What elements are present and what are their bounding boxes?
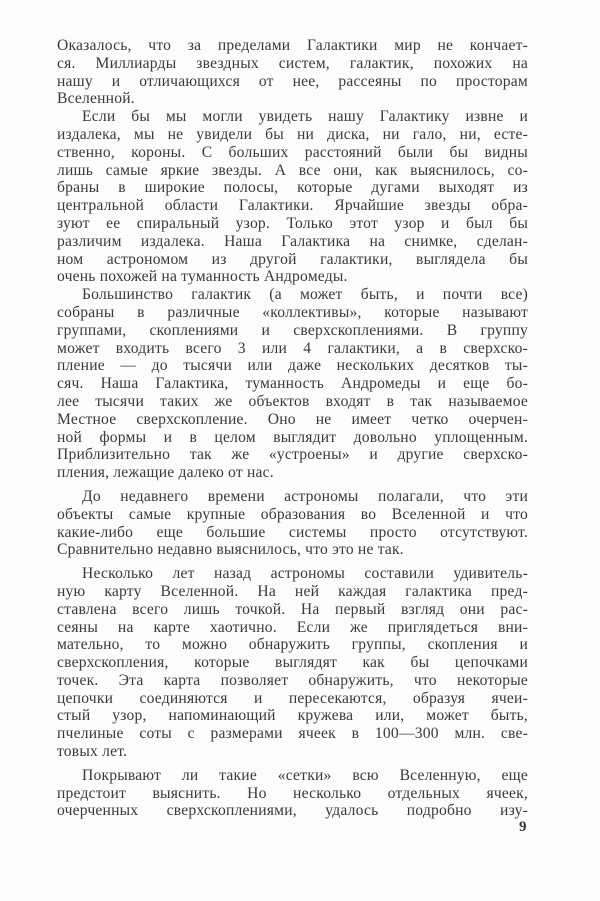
text-line: сяч. Наша Галактика, туманность Андромеды и еще бо- [57, 375, 528, 393]
text-line: Покрывают ли такие «сетки» всю Вселенную, еще [82, 766, 528, 784]
text-line: пчелиные соты с размерами ячеек в 100—300 млн. све- [57, 725, 528, 743]
paragraph [57, 767, 528, 820]
text-line: ной формы и в целом выглядит довольно уплощенным. [57, 428, 528, 446]
text-line: очень похожей на туманность Андромеды. [57, 268, 348, 286]
text-line: Оказалось, что за пределами Галактики мир не кончает- [57, 37, 528, 54]
text-line: мательно, то можно обнаружить группы, скопления и [57, 636, 528, 654]
text-line: сеяны на карте хаотично. Если же приглядеться вни- [57, 618, 528, 636]
paragraph [57, 565, 528, 761]
page-number: 9 [519, 819, 527, 835]
text-line: точек. Эта карта позволяет обнаружить, что некоторые [57, 671, 528, 689]
text-line: ся. Миллиарды звездных систем, галактик, похожих на [57, 54, 528, 72]
paragraph [57, 286, 528, 482]
text-line: ставлена всего лишь точкой. На первый взгляд они рас- [57, 600, 528, 618]
text-line: Если бы мы могли увидеть нашу Галактику извне и [82, 108, 528, 126]
text-line: Местное сверхскопление. Оно не имеет четко очерчен- [57, 410, 528, 428]
text-line: Сравнительно недавно выяснилось, что это не так. [57, 541, 404, 559]
text-line: браны в широкие полосы, которые дугами выходят из [57, 179, 528, 197]
text-line: Приблизительно так же «устроены» и другие сверхско- [57, 446, 528, 464]
text-line: какие-либо еще большие системы просто отсутствуют. [57, 523, 528, 541]
text-line: зуют ее спиральный узор. Только этот узор и был бы [57, 214, 528, 232]
paragraph [57, 108, 528, 286]
text-line: Несколько лет назад астрономы составили удивитель- [82, 565, 528, 583]
text-line: нашу и отличающихся от нее, рассеяны по просторам [57, 72, 528, 90]
text-line: очерченных сверхскоплениями, удалось подробно изу- [57, 802, 528, 820]
book-page-text [57, 37, 528, 820]
text-line: цепочки соединяются и пересекаются, образуя ячеи- [57, 689, 528, 707]
text-line: До недавнего времени астрономы полагали, что эти [82, 487, 528, 505]
text-line: издалека, мы не увидели бы ни диска, ни гало, ни, есте- [57, 125, 528, 143]
text-line: пление — до тысячи или даже нескольких десятков ты- [57, 357, 528, 375]
text-line: ном астрономом из другой галактики, выглядела бы [57, 250, 528, 268]
text-line: группами, скоплениями и сверхскоплениями. В группу [57, 321, 528, 339]
text-line: ственно, короны. С больших расстояний были бы видны [57, 143, 528, 161]
text-line: центральной области Галактики. Ярчайшие звезды обра- [57, 197, 528, 215]
text-line: пления, лежащие далеко от нас. [57, 464, 274, 482]
text-line: Вселенной. [57, 90, 135, 108]
text-line: товых лет. [57, 743, 128, 761]
text-line: предстоит выяснить. Но несколько отдельных ячеек, [57, 784, 528, 802]
text-line: ную карту Вселенной. На ней каждая галактика пред- [57, 582, 528, 600]
paragraph [57, 37, 528, 108]
text-line: может входить всего 3 или 4 галактики, а в сверхско- [57, 339, 528, 357]
text-line: лишь самые яркие звезды. А все они, как выяснилось, со- [57, 161, 528, 179]
text-line: собраны в различные «коллективы», которые называют [57, 303, 528, 321]
text-line: лее тысячи таких же объектов входят в так называемое [57, 392, 528, 410]
text-line: объекты самые крупные образования во Вселенной и что [57, 505, 528, 523]
text-line: различим издалека. Наша Галактика на снимке, сделан- [57, 232, 528, 250]
text-line: сверхскопления, которые выглядят как бы цепочками [57, 654, 528, 672]
text-line: Большинство галактик (а может быть, и почти все) [82, 286, 528, 304]
paragraph [57, 488, 528, 559]
text-line: стый узор, напоминающий кружева или, может быть, [57, 707, 528, 725]
